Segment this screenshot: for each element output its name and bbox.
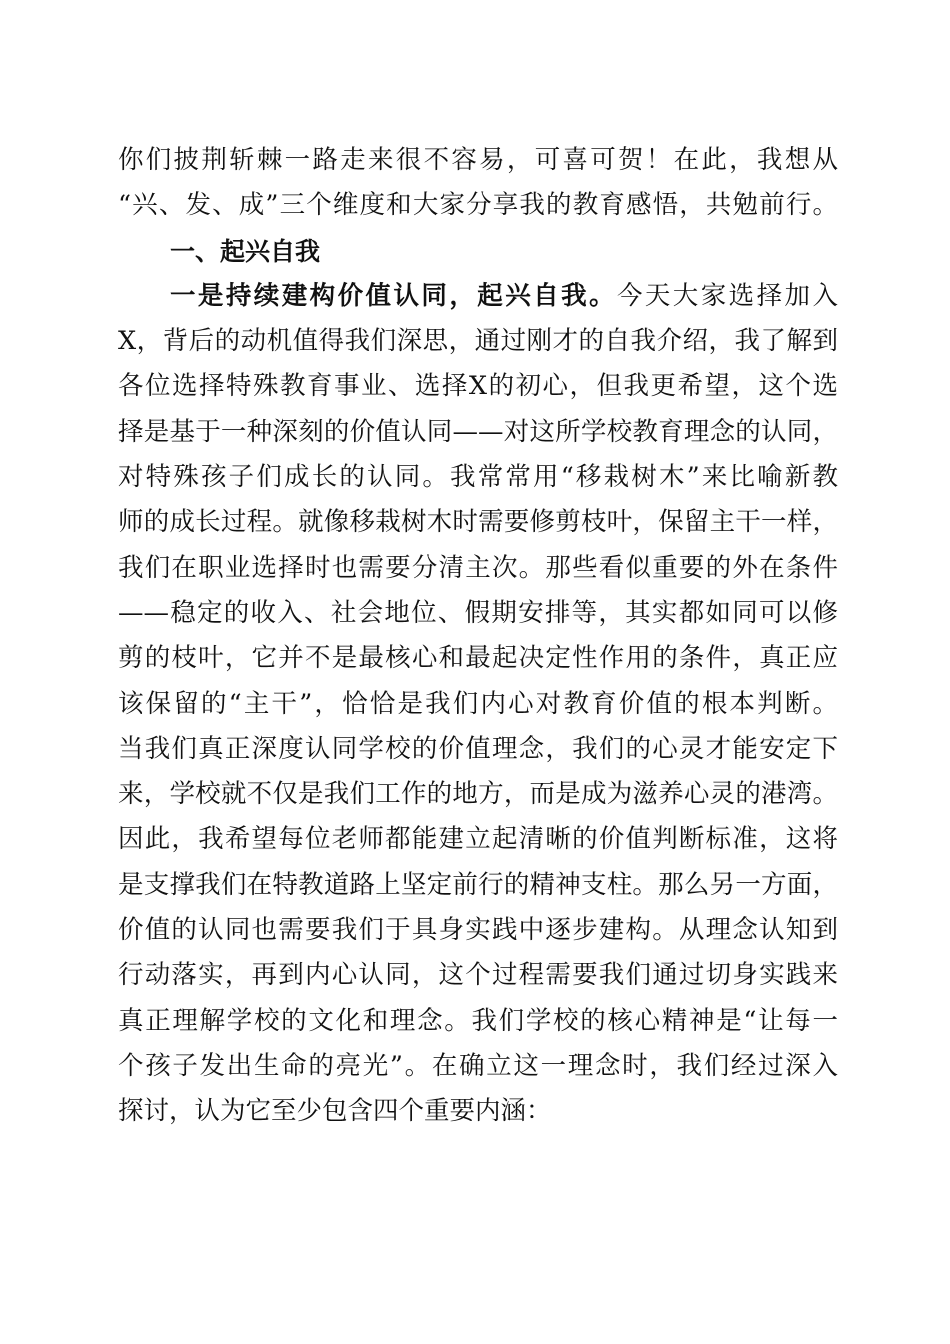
paragraph-line: 真正理解学校的文化和理念。我们学校的核心精神是“让每一 <box>118 1005 838 1036</box>
paragraph-line: 价值的认同也需要我们于具身实践中逐步建构。从理念认知到 <box>118 915 838 946</box>
paragraph-line: 来，学校就不仅是我们工作的地方，而是成为滋养心灵的港湾。 <box>118 779 838 810</box>
paragraph-line: 师的成长过程。就像移栽树木时需要修剪枝叶，保留主干一样， <box>118 507 838 538</box>
paragraph-line: 当我们真正深度认同学校的价值理念，我们的心灵才能安定下 <box>118 733 838 764</box>
body-text <box>118 138 838 1135</box>
lead-sentence: 一是持续建构价值认同，起兴自我。 <box>170 280 617 311</box>
paragraph-line: X，背后的动机值得我们深思，通过刚才的自我介绍，我了解到 <box>118 326 838 357</box>
paragraph-line: 剪的枝叶，它并不是最核心和最起决定性作用的条件，真正应 <box>118 643 838 674</box>
paragraph-line: 我们在职业选择时也需要分清主次。那些看似重要的外在条件 <box>118 552 838 583</box>
paragraph-line: ——稳定的收入、社会地位、假期安排等，其实都如同可以修 <box>118 597 838 628</box>
paragraph-line: 对特殊孩子们成长的认同。我常常用“移栽树木”来比喻新教 <box>118 462 838 493</box>
paragraph-line: 该保留的“主干”，恰恰是我们内心对教育价值的根本判断。 <box>118 688 838 719</box>
paragraph-line: 因此，我希望每位老师都能建立起清晰的价值判断标准，这将 <box>118 824 838 855</box>
first-line-rest: 今天大家选择加入 <box>616 280 838 311</box>
section-heading: 一、起兴自我 <box>170 236 321 266</box>
paragraph-line: 择是基于一种深刻的价值认同——对这所学校教育理念的认同， <box>118 416 838 447</box>
paragraph-line: 各位选择特殊教育事业、选择X的初心，但我更希望，这个选 <box>118 371 838 402</box>
paragraph-last-line: 探讨，认为它至少包含四个重要内涵： <box>118 1096 552 1127</box>
paragraph-line: 行动落实，再到内心认同，这个过程需要我们通过切身实践来 <box>118 960 838 991</box>
paragraph-line: 个孩子发出生命的亮光”。在确立这一理念时，我们经过深入 <box>118 1050 838 1081</box>
paragraph-first-line <box>118 274 838 319</box>
intro-line-2: “兴、发、成”三个维度和大家分享我的教育感悟，共勉前行。 <box>118 190 838 221</box>
paragraph-line: 是支撑我们在特教道路上坚定前行的精神支柱。那么另一方面， <box>118 869 838 900</box>
intro-line-1: 你们披荆斩棘一路走来很不容易，可喜可贺！在此，我想从 <box>118 145 838 175</box>
